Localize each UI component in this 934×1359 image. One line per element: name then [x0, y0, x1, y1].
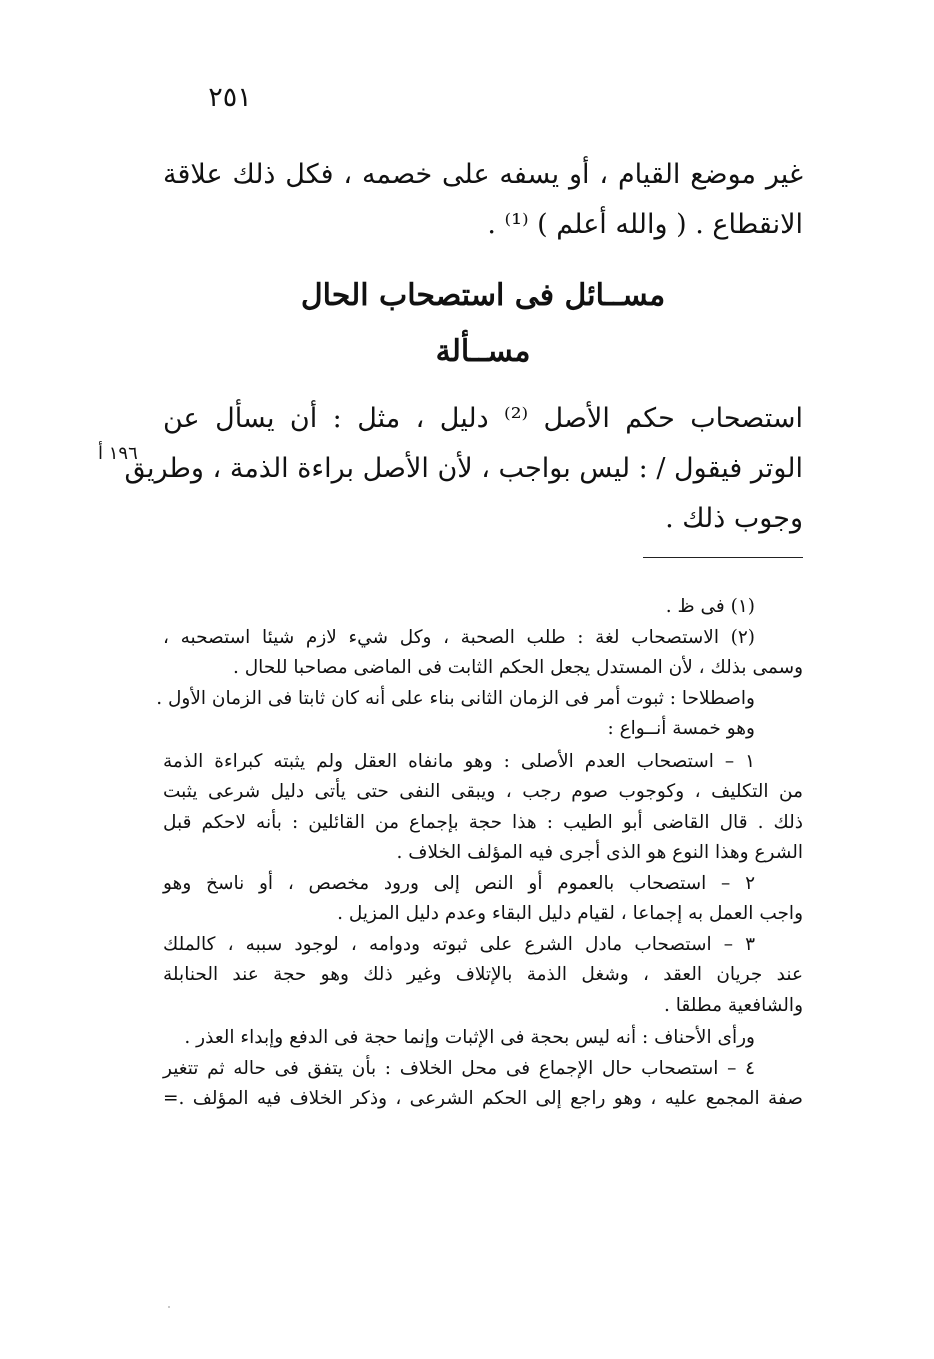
footnote-line: ورأى الأحناف : أنه ليس بحجة فى الإثبات وإنما حجة فى الدفع وإبداء العذر .	[184, 1027, 755, 1048]
footnote-line: ٢ – استصحاب بالعموم أو النص إلى ورود مخصص ، أو ناسخ وهو	[163, 872, 755, 894]
question-line: وجوب ذلك .	[665, 503, 803, 534]
footnote-line: صفة المجمع عليه ، وهو راجع إلى الحكم الشرعى ، وذكر الخلاف فيه المؤلف .=	[163, 1088, 803, 1109]
main-text	[124, 150, 803, 544]
footnote-line: الشرع وهذا النوع هو الذى أجرى فيه المؤلف الخلاف .	[396, 842, 803, 863]
manuscript-folio-note: ١٩٦ أ	[98, 443, 138, 464]
footnote-line: عند جريان العقد ، وشغل الذمة بالإتلاف وغير ذلك وهو حجة عند الحنابلة	[163, 964, 803, 985]
footnote-line: ذلك . قال القاضى أبو الطيب : هذا حجة بإجماع من القائلين : بأنه لاحكم قبل	[163, 811, 803, 833]
scan-speck	[168, 1306, 170, 1308]
footnote-line: (٢) الاستصحاب لغة : طلب الصحبة ، وكل شيء لازم شيئا استصحبه ،	[163, 626, 755, 648]
footnote-line: واجب العمل به إجماعا ، لقيام دليل البقاء وعدم دليل المزيل .	[337, 903, 803, 924]
page-number: ٢٥١	[208, 82, 252, 113]
footnote-line: وسمى بذلك ، لأن المستدل يجعل الحكم الثابت فى الماضى مصاحبا للحال .	[232, 657, 803, 678]
footnote-line: وهو خمسة أنــواع :	[607, 718, 755, 739]
question-line: استصحاب حكم الأصل ⁽²⁾ دليل ، مثل : أن يسأل عن	[163, 403, 803, 434]
footnote-line: ٣ – استصحاب مادل الشرع على ثبوته ودوامه ، لوجود سببه ، كالملك	[163, 933, 755, 955]
main-text-line: غير موضع القيام ، أو يسفه على خصمه ، فكل ذلك علاقة	[163, 159, 803, 190]
footnote-line: (١) فى ظ .	[665, 596, 755, 617]
section-subheading: مســألة	[435, 334, 531, 369]
footnotes	[156, 592, 803, 1115]
footnote-line: واصطلاحا : ثبوت أمر فى الزمان الثانى بناء على أنه كان ثابتا فى الزمان الأول .	[156, 687, 755, 709]
section-heading: مســائل فى استصحاب الحال	[300, 278, 666, 313]
footnote-line: ٤ – استصحاب حال الإجماع فى محل الخلاف : بأن يتفق فى حاله ثم تتغير	[163, 1057, 755, 1079]
footnote-line: من التكليف ، وكوجوب صوم رجب ، ويبقى النفى حتى يأتى دليل شرعى يثبت	[163, 781, 803, 802]
footnote-line: والشافعية مطلقا .	[664, 994, 803, 1016]
main-text-line: الانقطاع . ( والله أعلم ) ⁽¹⁾ .	[487, 209, 803, 240]
footnote-separator	[643, 557, 803, 558]
footnote-line: ١ – استصحاب العدم الأصلى : وهو مانفاه العقل ولم يثبته كبراءة الذمة	[163, 750, 755, 772]
question-line: الوتر فيقول / : ليس بواجب ، لأن الأصل براءة الذمة ، وطريق	[124, 453, 803, 484]
